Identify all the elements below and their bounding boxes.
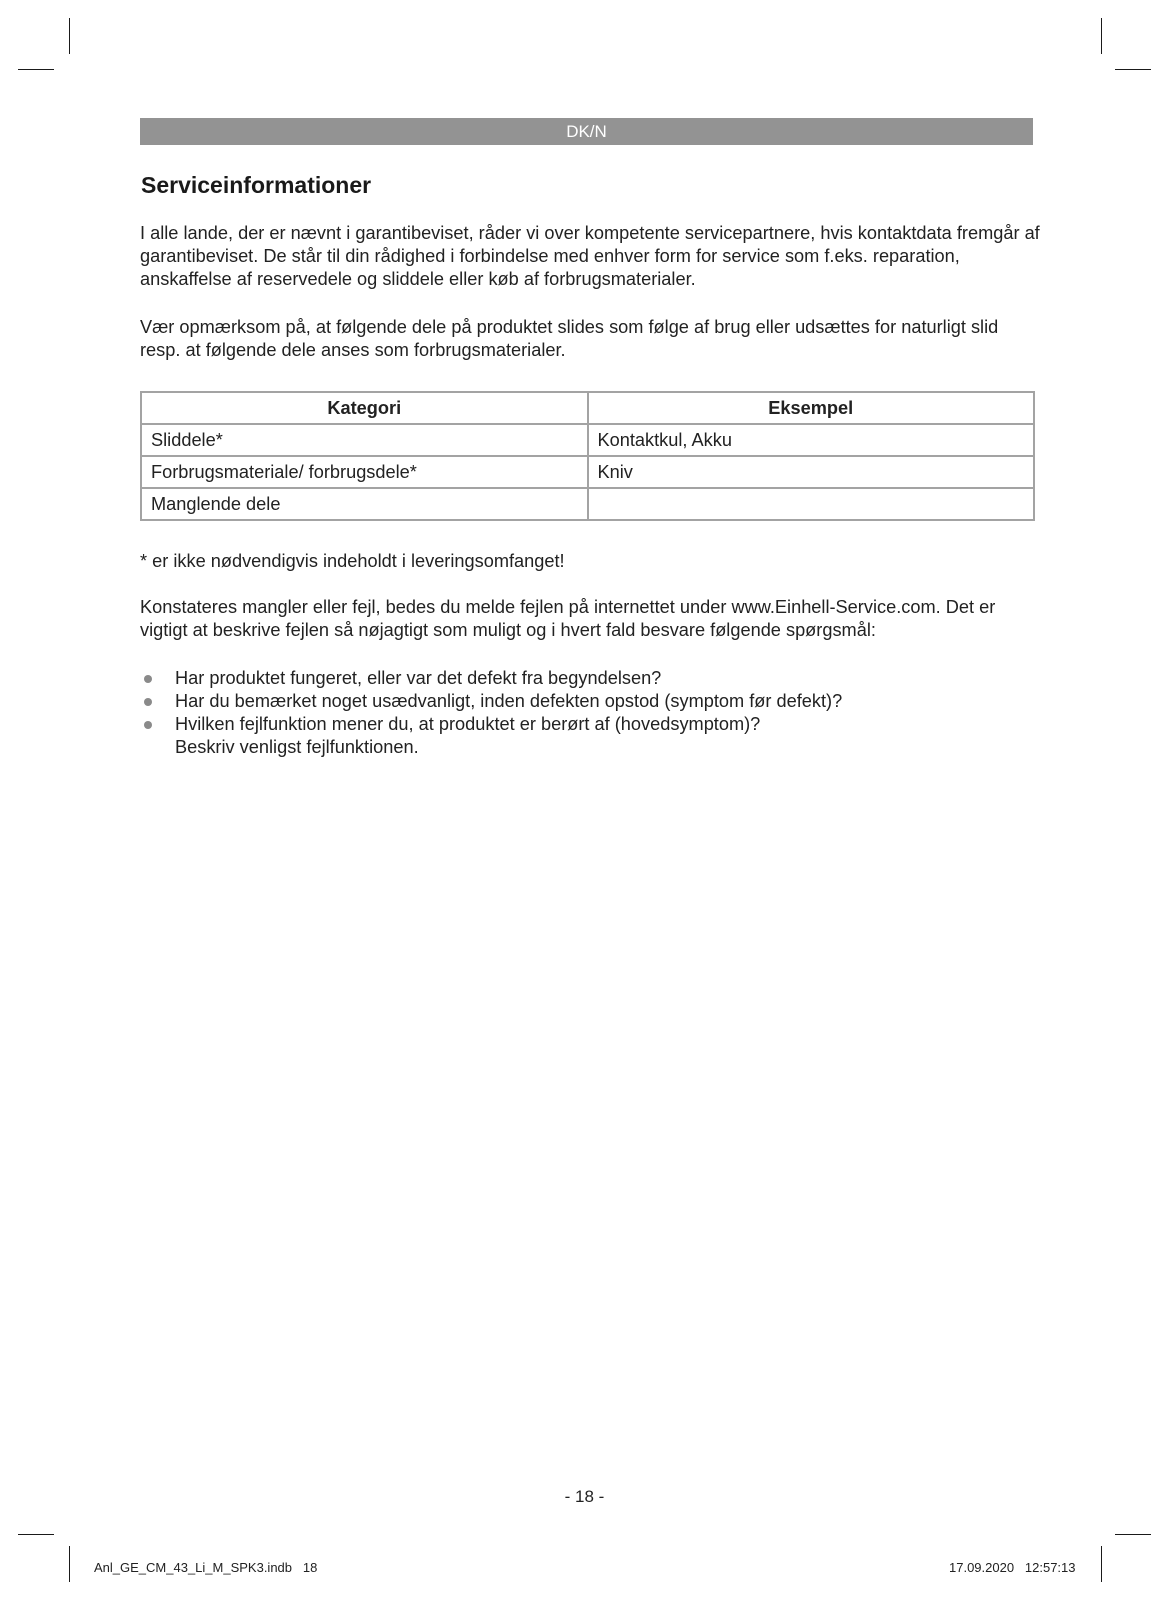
crop-mark bbox=[69, 1546, 70, 1582]
wear-parts-table bbox=[140, 391, 1035, 521]
bullet-icon bbox=[144, 721, 152, 729]
list-item bbox=[140, 713, 842, 759]
crop-mark bbox=[1101, 1546, 1102, 1582]
column-header-example: Eksempel bbox=[588, 392, 1035, 424]
question-continuation: Beskriv venligst fejlfunktionen. bbox=[175, 737, 419, 757]
table-row bbox=[141, 424, 1034, 456]
list-item bbox=[140, 667, 842, 690]
crop-mark bbox=[1115, 69, 1151, 70]
table-cell-example: Kontaktkul, Akku bbox=[588, 424, 1035, 456]
column-header-category: Kategori bbox=[141, 392, 588, 424]
language-code: DK/N bbox=[566, 121, 607, 141]
crop-mark bbox=[18, 1534, 54, 1535]
crop-mark bbox=[18, 69, 54, 70]
intro-paragraph: I alle lande, der er nævnt i garantibeviset, råder vi over kompetente servicepartnere, hvis kontaktdata fremgår af garantibeviset. De står til din rådighed i forbindelse med enhver form for service som f.eks. reparation, anskaffelse af reservedele og sliddele eller køb af forbrugsmaterialer. bbox=[140, 223, 1040, 289]
page-number: - 18 - bbox=[564, 1487, 605, 1506]
crop-mark bbox=[69, 18, 70, 54]
table-cell-example: Kniv bbox=[588, 456, 1035, 488]
table-cell-example bbox=[588, 488, 1035, 520]
page-title: Serviceinformationer bbox=[141, 172, 372, 198]
wear-parts-paragraph: Vær opmærksom på, at følgende dele på produktet slides som følge af brug eller udsættes for naturligt slid resp. at følgende dele anses som forbrugsmaterialer. bbox=[140, 317, 999, 360]
report-defect-paragraph: Konstateres mangler eller fejl, bedes du melde fejlen på internettet under www.Einhell-Service.com. Det er vigtigt at beskrive fejlen så nøjagtigt som muligt og i hvert fald besvare følgende spørgsmål: bbox=[140, 597, 996, 640]
table-cell-category: Manglende dele bbox=[141, 488, 588, 520]
question-text: Hvilken fejlfunktion mener du, at produktet er berørt af (hovedsymptom)? bbox=[175, 714, 761, 734]
crop-mark bbox=[1115, 1534, 1151, 1535]
table-header-row bbox=[141, 392, 1034, 424]
question-text: Har du bemærket noget usædvanligt, inden defekten opstod (symptom før defekt)? bbox=[175, 691, 843, 711]
table-row bbox=[141, 488, 1034, 520]
question-text: Har produktet fungeret, eller var det defekt fra begyndelsen? bbox=[175, 668, 662, 688]
print-slug-timestamp: 17.09.2020 12:57:13 bbox=[949, 1560, 1076, 1575]
footnote: * er ikke nødvendigvis indeholdt i leveringsomfanget! bbox=[140, 551, 565, 571]
question-list bbox=[140, 667, 842, 759]
bullet-icon bbox=[144, 675, 152, 683]
list-item bbox=[140, 690, 842, 713]
print-slug-filename: Anl_GE_CM_43_Li_M_SPK3.indb 18 bbox=[94, 1560, 318, 1575]
table-cell-category: Forbrugsmateriale/ forbrugsdele* bbox=[141, 456, 588, 488]
crop-mark bbox=[1101, 18, 1102, 54]
table-row bbox=[141, 456, 1034, 488]
language-header-bar bbox=[140, 118, 1033, 145]
table-cell-category: Sliddele* bbox=[141, 424, 588, 456]
bullet-icon bbox=[144, 698, 152, 706]
